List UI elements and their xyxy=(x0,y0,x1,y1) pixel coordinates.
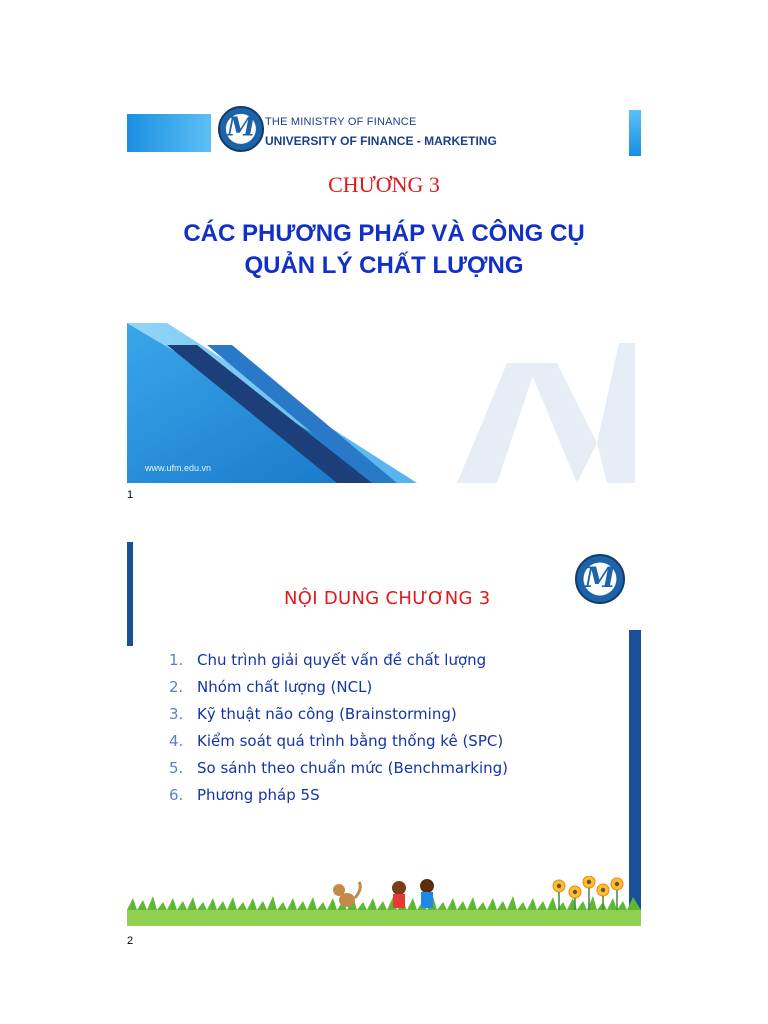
website-url: www.ufm.edu.vn xyxy=(145,463,212,473)
university-logo-icon: M xyxy=(575,554,625,604)
ministry-name: THE MINISTRY OF FINANCE xyxy=(265,116,417,128)
slide-1 xyxy=(127,96,641,483)
page-number-2: 2 xyxy=(127,935,134,947)
university-logo-icon: M xyxy=(218,106,264,152)
contents-list xyxy=(169,647,508,809)
contents-title: NỘI DUNG CHƯƠNG 3 xyxy=(284,588,491,609)
list-item: 5. So sánh theo chuẩn mức (Benchmarking) xyxy=(169,759,509,777)
header-accent-bar-right xyxy=(629,110,641,156)
list-item: 3. Kỹ thuật não công (Brainstorming) xyxy=(169,705,457,723)
list-item: 1. Chu trình giải quyết vấn đề chất lượng xyxy=(169,651,487,669)
grass-children-sunflowers-illustration xyxy=(127,876,641,926)
list-item: 2. Nhóm chất lượng (NCL) xyxy=(169,678,373,696)
decorative-banner-graphic xyxy=(127,323,641,483)
chapter-title xyxy=(127,218,641,282)
page-number-1: 1 xyxy=(127,489,134,501)
list-item: 4. Kiểm soát quá trình bằng thống kê (SPC) xyxy=(169,732,504,750)
slide-2 xyxy=(127,538,641,926)
left-accent-bar xyxy=(127,542,133,646)
university-name: UNIVERSITY OF FINANCE - MARKETING xyxy=(265,134,497,148)
chapter-label: CHƯƠNG 3 xyxy=(328,172,440,197)
chapter-title-line-1: CÁC PHƯƠNG PHÁP VÀ CÔNG CỤ xyxy=(183,220,585,247)
chapter-title-line-2: QUẢN LÝ CHẤT LƯỢNG xyxy=(244,252,524,279)
list-item: 6. Phương pháp 5S xyxy=(169,786,320,804)
header-accent-bar xyxy=(127,114,211,152)
